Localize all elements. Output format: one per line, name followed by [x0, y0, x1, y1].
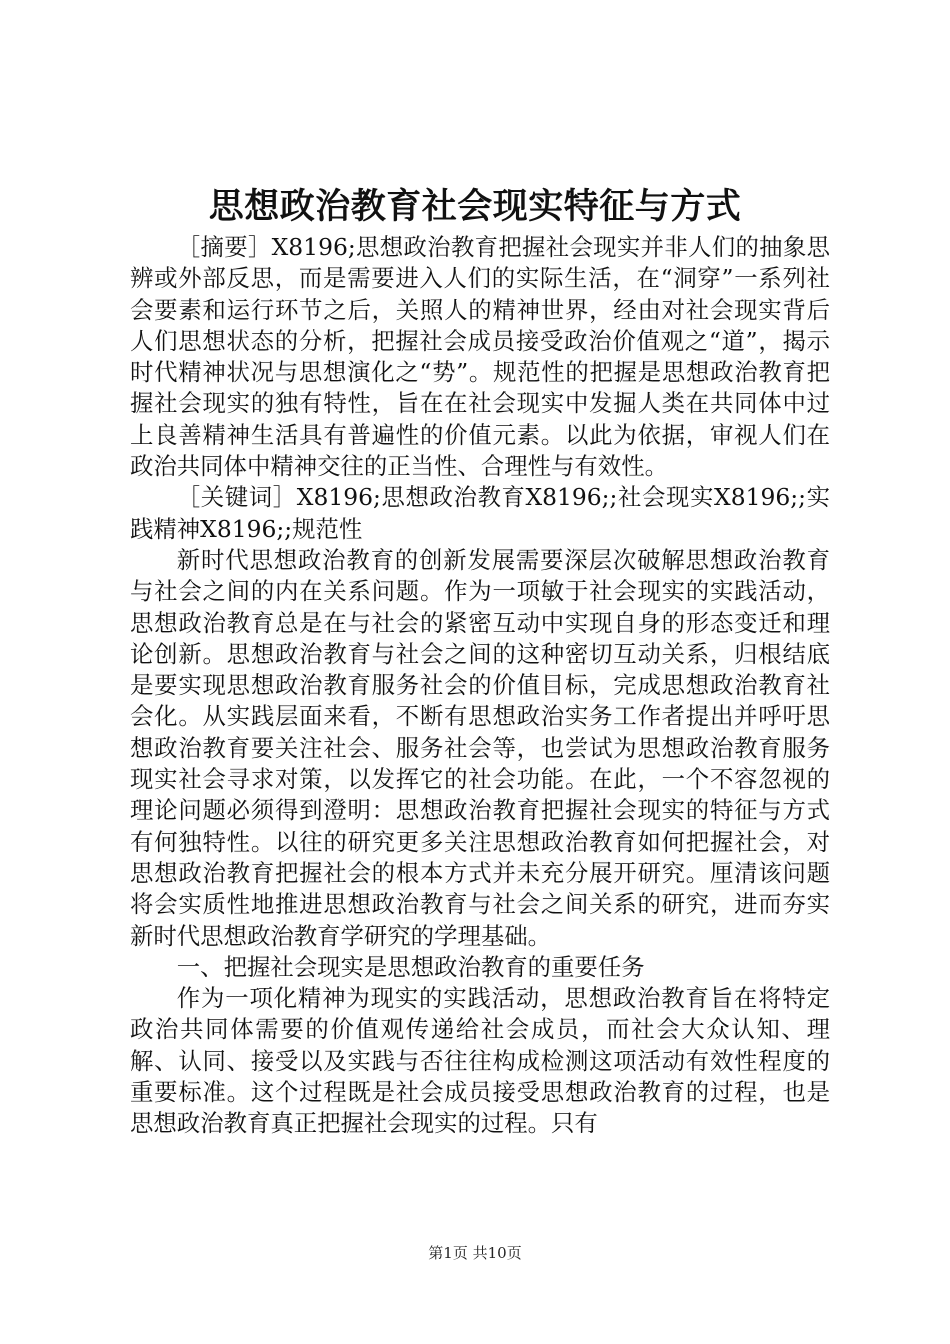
keywords-paragraph: ［关键词］X8196;思想政治教育X8196;;社会现实X8196;;实践精神X8196;;规范性 [130, 483, 830, 543]
document-body [130, 232, 830, 1140]
abstract-paragraph: ［摘要］X8196;思想政治教育把握社会现实并非人们的抽象思辨或外部反思，而是需要进入人们的实际生活，在“洞穿”一系列社会要素和运行环节之后，关照人的精神世界，经由对社会现实背后人们思想状态的分析，把握社会成员接受政治价值观之“道”，揭示时代精神状况与思想演化之“势”。规范性的把握是思想政治教育把握社会现实的独有特性，旨在在社会现实中发掘人类在共同体中过上良善精神生活具有普遍性的价值元素。以此为依据，审视人们在政治共同体中精神交往的正当性、合理性与有效性。 [130, 233, 830, 481]
section-heading: 一、把握社会现实是思想政治教育的重要任务 [176, 952, 645, 981]
document-title: 思想政治教育社会现实特征与方式 [208, 186, 742, 227]
page-number-footer: 第1页 共10页 [428, 1244, 522, 1262]
intro-paragraph: 新时代思想政治教育的创新发展需要深层次破解思想政治教育与社会之间的内在关系问题。作为一项敏于社会现实的实践活动，思想政治教育总是在与社会的紧密互动中实现自身的形态变迁和理论创新。思想政治教育与社会之间的这种密切互动关系，归根结底是要实现思想政治教育服务社会的价值目标，完成思想政治教育社会化。从实践层面来看，不断有思想政治实务工作者提出并呼吁思想政治教育要关注社会、服务社会等，也尝试为思想政治教育服务现实社会寻求对策，以发挥它的社会功能。在此，一个不容忽视的理论问题必须得到澄明：思想政治教育把握社会现实的特征与方式有何独特性。以往的研究更多关注思想政治教育如何把握社会，对思想政治教育把握社会的根本方式并未充分展开研究。厘清该问题将会实质性地推进思想政治教育与社会之间关系的研究，进而夯实新时代思想政治教育学研究的学理基础。 [130, 545, 830, 950]
section-paragraph: 作为一项化精神为现实的实践活动，思想政治教育旨在将特定政治共同体需要的价值观传递给社会成员，而社会大众认知、理解、认同、接受以及实践与否往往构成检测这项活动有效性程度的重要标准。这个过程既是社会成员接受思想政治教育的过程，也是思想政治教育真正把握社会现实的过程。只有 [130, 984, 830, 1138]
